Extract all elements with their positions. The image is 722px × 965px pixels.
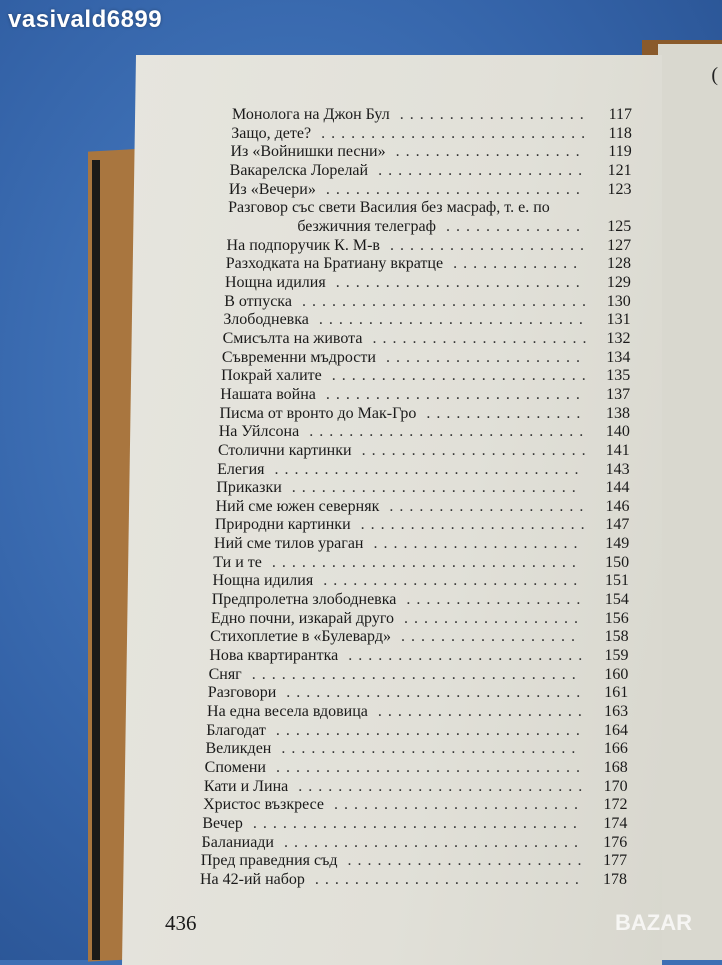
toc-entry bbox=[207, 703, 588, 721]
toc-entry bbox=[219, 423, 590, 441]
toc-entry bbox=[218, 442, 592, 460]
toc-leader-dots: ......................... bbox=[325, 273, 586, 291]
toc-leader-dots: ...................... bbox=[362, 329, 593, 347]
toc-entry-title: Из «Вечери» bbox=[228, 180, 316, 198]
toc-leader-dots: ................ bbox=[416, 404, 587, 422]
toc-leader-dots: .................. bbox=[394, 609, 584, 627]
toc-entry-page: 178 bbox=[603, 871, 627, 888]
toc-entry-title: В отпуска bbox=[224, 292, 292, 310]
toc-entry-page: 141 bbox=[605, 441, 630, 459]
toc-leader-dots: ........................ bbox=[338, 647, 589, 665]
toc-leader-dots: .................. bbox=[396, 591, 587, 609]
toc-entry-page: 151 bbox=[604, 572, 629, 590]
toc-entry bbox=[204, 778, 588, 796]
toc-entry bbox=[231, 125, 591, 143]
toc-entry-title: На една весела вдовица bbox=[207, 703, 368, 721]
toc-leader-dots: .......................... bbox=[315, 180, 586, 198]
toc-entry bbox=[209, 647, 588, 665]
toc-entry-title: Елегия bbox=[217, 460, 265, 478]
toc-entry bbox=[223, 311, 588, 329]
toc-entry bbox=[216, 498, 590, 516]
toc-entry-page: 158 bbox=[604, 628, 629, 646]
toc-entry-page: 132 bbox=[606, 329, 631, 347]
toc-entry-title: На подпоручик К. М-в bbox=[226, 236, 380, 254]
toc-entry bbox=[211, 610, 584, 628]
toc-entry-title: Пред праведния съд bbox=[200, 852, 338, 870]
toc-entry-page: 177 bbox=[603, 852, 628, 870]
toc-entry bbox=[201, 852, 588, 870]
toc-entry bbox=[225, 274, 586, 292]
toc-entry-page: 159 bbox=[604, 647, 629, 665]
toc-entry-page: 137 bbox=[606, 385, 631, 403]
toc-entry bbox=[230, 143, 585, 161]
toc-leader-dots: .................... bbox=[379, 497, 590, 515]
toc-leader-dots: .......................... bbox=[313, 572, 584, 590]
toc-entry-title: Приказки bbox=[216, 479, 282, 497]
toc-entry bbox=[220, 405, 587, 423]
toc-entry-title: Сняг bbox=[208, 665, 242, 683]
toc-leader-dots: ..................... bbox=[363, 535, 584, 553]
toc-entry-title: Благодат bbox=[206, 721, 266, 739]
toc-entry bbox=[200, 871, 585, 889]
toc-entry-title: Злободневка bbox=[223, 311, 309, 329]
toc-entry-title: Христос възкресе bbox=[203, 796, 325, 814]
toc-entry-title: Нощна идилия bbox=[224, 273, 326, 291]
toc-entry-title: Защо, дете? bbox=[231, 124, 312, 142]
page-number: 436 bbox=[165, 911, 197, 935]
toc-entry-page: 170 bbox=[603, 777, 628, 795]
toc-entry-title: Смисълта на живота bbox=[222, 329, 363, 347]
toc-leader-dots: ............. bbox=[443, 255, 584, 273]
toc-entry-page: 118 bbox=[608, 124, 632, 142]
toc-leader-dots: ............................... bbox=[264, 460, 585, 478]
toc-entry-page: 128 bbox=[607, 255, 632, 273]
toc-leader-dots: .................... bbox=[379, 236, 590, 254]
toc-entry bbox=[226, 255, 583, 273]
toc-entry-title: Ти и те bbox=[213, 553, 262, 571]
toc-entry bbox=[222, 349, 586, 367]
toc-entry-title: Из «Войнишки песни» bbox=[230, 143, 386, 161]
toc-entry-page: 127 bbox=[607, 236, 632, 254]
toc-entry-title: На Уйлсона bbox=[218, 423, 300, 441]
toc-leader-dots: ............................. bbox=[291, 292, 592, 310]
toc-entry-page: 147 bbox=[605, 516, 630, 534]
toc-entry-page: 176 bbox=[603, 833, 628, 851]
toc-entry-title: Разговори bbox=[207, 684, 277, 702]
toc-entry bbox=[230, 162, 588, 180]
toc-leader-dots: .............................. bbox=[276, 684, 587, 702]
toc-entry-title: На 42-ий набор bbox=[200, 871, 305, 888]
toc-entry bbox=[213, 554, 582, 572]
toc-entry-title: Писма от вронто до Мак-Гро bbox=[219, 404, 417, 422]
toc-leader-dots: ................................. bbox=[242, 815, 583, 833]
toc-entry-page: 125 bbox=[607, 217, 632, 235]
toc-entry-page: 130 bbox=[606, 292, 631, 310]
toc-entry-title: Нашата война bbox=[220, 385, 316, 403]
toc-leader-dots: ........................... bbox=[311, 124, 592, 142]
toc-entry-page: 129 bbox=[606, 273, 631, 291]
toc-entry-title: Баланиади bbox=[201, 833, 274, 851]
toc-leader-dots: ........................... bbox=[308, 311, 589, 329]
toc-entry-page: 121 bbox=[607, 161, 632, 179]
toc-leader-dots: .............................. bbox=[274, 833, 584, 851]
toc-entry-page: 140 bbox=[605, 423, 630, 441]
toc-entry bbox=[205, 740, 581, 758]
toc-entry bbox=[203, 796, 584, 814]
toc-entry-title: Разходката на Братиану вкратце bbox=[225, 255, 444, 273]
toc-entry-page: 168 bbox=[603, 759, 628, 777]
toc-entry bbox=[208, 684, 587, 702]
toc-leader-dots: .............................. bbox=[271, 740, 582, 758]
toc-entry bbox=[216, 479, 581, 497]
toc-entry bbox=[205, 759, 586, 777]
toc-entry-title: Природни картинки bbox=[214, 516, 351, 534]
toc-leader-dots: ..................... bbox=[368, 161, 589, 179]
toc-entry-page: 156 bbox=[604, 609, 629, 627]
toc-leader-dots: ............................. bbox=[288, 777, 589, 795]
toc-leader-dots: ................... bbox=[389, 106, 590, 123]
toc-leader-dots: ................................. bbox=[241, 665, 582, 683]
toc-entry-title: Нова квартирантка bbox=[209, 647, 339, 665]
toc-entry-title: Предпролетна злободневка bbox=[211, 591, 397, 609]
toc-entry-title: безжичния телеграф bbox=[297, 217, 436, 235]
toc-entry bbox=[212, 591, 587, 609]
toc-entry bbox=[212, 572, 583, 590]
toc-entry bbox=[202, 815, 583, 833]
toc-leader-dots: ..................... bbox=[367, 703, 588, 721]
toc-entry-page: 164 bbox=[603, 721, 628, 739]
toc-entry-title: Разговор със свети Василия без масраф, т. е. по bbox=[228, 199, 550, 217]
toc-entry-page: 144 bbox=[605, 479, 630, 497]
toc-entry-page: 146 bbox=[605, 497, 630, 515]
toc-leader-dots: ................... bbox=[385, 143, 586, 161]
toc-entry-title: Кати и Лина bbox=[203, 777, 289, 795]
toc-entry-page: 117 bbox=[608, 106, 632, 123]
toc-entry bbox=[232, 106, 590, 124]
toc-leader-dots: ....................... bbox=[351, 441, 592, 459]
toc-leader-dots: ............................... bbox=[265, 721, 586, 739]
toc-entry bbox=[297, 218, 586, 236]
toc-entry-title: Монолога на Джон Бул bbox=[232, 106, 390, 123]
toc-entry bbox=[223, 330, 593, 348]
toc-entry-title: Стихоплетие в «Булевард» bbox=[210, 628, 391, 646]
right-page-fragment: ( bbox=[711, 64, 718, 86]
toc-entry bbox=[206, 722, 586, 740]
toc-entry-page: 143 bbox=[605, 460, 630, 478]
toc-leader-dots: ............................... bbox=[261, 553, 582, 571]
toc-entry-page: 149 bbox=[605, 535, 630, 553]
toc-entry bbox=[210, 628, 581, 646]
toc-entry bbox=[217, 461, 584, 479]
toc-entry-page: 123 bbox=[607, 180, 632, 198]
toc-entry-page: 172 bbox=[603, 796, 628, 814]
seller-watermark: vasivald6899 bbox=[8, 6, 163, 33]
toc-entry-title: Вакарелска Лорелай bbox=[229, 161, 369, 179]
toc-entry bbox=[224, 293, 592, 311]
toc-entry-page: 166 bbox=[603, 740, 628, 758]
toc-leader-dots: ....................... bbox=[350, 516, 591, 534]
toc-entry-title: Вечер bbox=[202, 815, 243, 833]
toc-entry bbox=[202, 834, 584, 852]
bazar-logo: BAZAR bbox=[615, 910, 692, 935]
toc-entry-page: 138 bbox=[606, 404, 631, 422]
toc-leader-dots: .......................... bbox=[315, 385, 586, 403]
toc-entry-page: 150 bbox=[605, 553, 630, 571]
toc-entry-page: 161 bbox=[604, 684, 629, 702]
toc-entry-page: 163 bbox=[604, 703, 629, 721]
toc-leader-dots: .................... bbox=[375, 348, 586, 366]
toc-leader-dots: ............................ bbox=[299, 423, 590, 441]
toc-leader-dots: .......................... bbox=[321, 367, 592, 385]
toc-entry bbox=[229, 181, 586, 199]
toc-entry bbox=[215, 516, 591, 534]
toc-entry bbox=[227, 237, 590, 255]
toc-entry-title: Едно почни, изкарай друго bbox=[210, 609, 394, 627]
toc-leader-dots: ......................... bbox=[324, 796, 585, 814]
toc-entry bbox=[209, 666, 582, 684]
toc-entry bbox=[214, 535, 583, 553]
toc-leader-dots: ........................ bbox=[337, 852, 588, 870]
toc-entry-title: Великден bbox=[205, 740, 272, 758]
toc-entry-page: 174 bbox=[603, 815, 628, 833]
toc-entry-title: Столични картинки bbox=[217, 441, 352, 459]
toc-entry-title: Ний сме тилов ураган bbox=[214, 535, 364, 553]
toc-entry-title: Ний сме южен северняк bbox=[215, 497, 380, 515]
toc-entry bbox=[220, 386, 586, 404]
toc-entry bbox=[221, 367, 592, 385]
toc-entry bbox=[228, 199, 550, 217]
toc-entry-page: 135 bbox=[606, 367, 631, 385]
toc-entry-title: Съвременни мъдрости bbox=[221, 348, 376, 366]
toc-entry-page: 134 bbox=[606, 348, 631, 366]
toc-entry-page: 119 bbox=[608, 143, 632, 161]
toc-entry-title: Спомени bbox=[204, 759, 266, 777]
toc-entry-page: 154 bbox=[604, 591, 629, 609]
toc-entry-page: 160 bbox=[604, 665, 629, 683]
toc-leader-dots: .............. bbox=[435, 217, 586, 235]
toc-entry-title: Нощна идилия bbox=[212, 572, 314, 590]
toc-leader-dots: ............................... bbox=[265, 759, 586, 777]
toc-leader-dots: ........................... bbox=[304, 871, 585, 888]
toc-entry-title: Покрай халите bbox=[221, 367, 322, 385]
toc-leader-dots: ............................. bbox=[281, 479, 582, 497]
toc-entry-page: 131 bbox=[606, 311, 631, 329]
toc-leader-dots: .................. bbox=[390, 628, 581, 646]
